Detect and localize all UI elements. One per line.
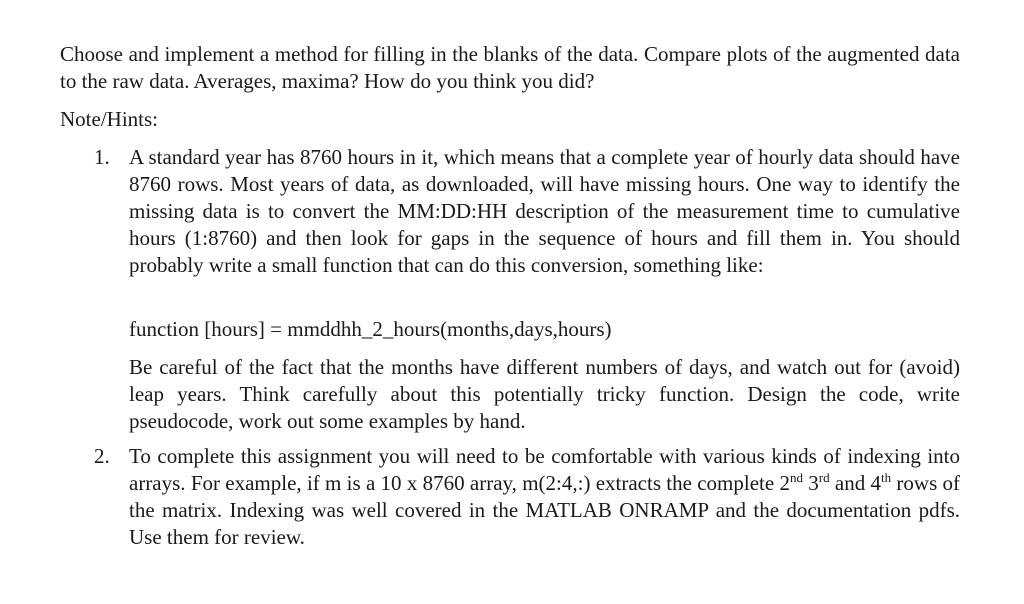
function-signature: function [hours] = mmddhh_2_hours(months,days,hours) (129, 317, 612, 341)
indexing-text-b: 3 (802, 471, 819, 495)
indexing-text-a: To complete this assignment you will need to be comfortable with various kinds of indexing into arrays. For example, if m is a 10 x 8760 array, m(2:4,:) extracts the complete 2 (129, 444, 960, 495)
indexing-text-d: rows of the matrix. Indexing was well covered in the MATLAB ONRAMP and the documentation pdfs. Use them for review. (129, 471, 961, 549)
cut-off-next-line (60, 597, 960, 604)
ordinal-suffix: nd (789, 470, 803, 485)
hint-paragraph: A standard year has 8760 hours in it, which means that a complete year of hourly data should have 8760 rows. Most years of data, as downloaded, will have missing hours. One way to identify the missing data is to convert the MM:DD:HH description of the measurement time to cumulative hours (1:8760) and then look for gaps in the sequence of hours and fill them in. You should probably write a small function that can do this conversion, something like: (129, 145, 960, 277)
indexing-paragraph (129, 443, 960, 551)
ordinal-suffix: th (881, 470, 892, 485)
ordinal-suffix: rd (818, 470, 830, 485)
list-item-number: 2. (94, 444, 110, 468)
intro-paragraph: Choose and implement a method for filling in the blanks of the data. Compare plots of the augmented data to the raw data. Averages, maxima? How do you think you did? (60, 42, 960, 93)
list-item-body (129, 443, 960, 551)
note-heading: Note/Hints: (60, 107, 158, 131)
hint-paragraph-caution: Be careful of the fact that the months have different numbers of days, and watch out for (avoid) leap years. Think carefully about this potentially tricky function. Design the code, write pseudocode, work out some examples by hand. (129, 355, 960, 433)
indexing-text-c: and 4 (829, 471, 881, 495)
list-item-number: 1. (94, 145, 110, 169)
